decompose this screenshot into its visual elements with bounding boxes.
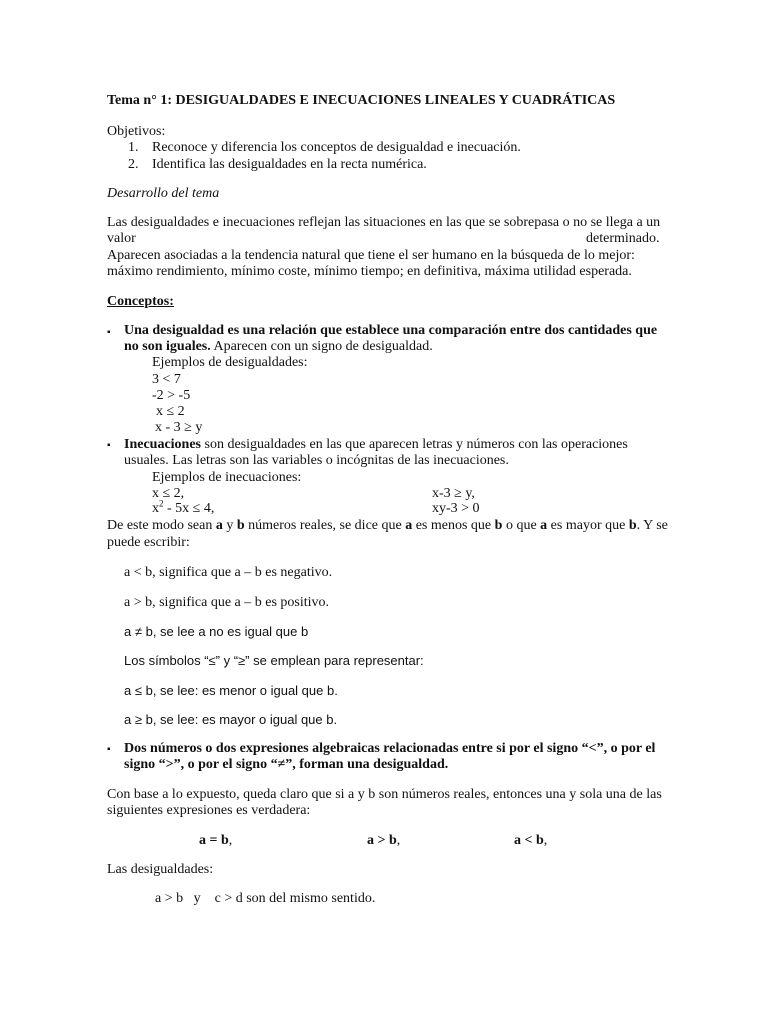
mode-var: b [628, 518, 637, 533]
example-item: -2 > -5 [152, 388, 191, 403]
conclusion-line: siguientes expresiones es verdadera: [107, 803, 311, 818]
example-item [152, 498, 215, 518]
relation-item [199, 833, 232, 850]
conclusion-line: Con base a lo expuesto, queda claro que si a y b son números reales, entonces una y sola una de las [107, 787, 662, 802]
mode-text: es menos que [412, 518, 495, 533]
intro-line: Aparecen asociadas a la tendencia natural que tiene el ser humano en la búsqueda de lo mejor: [107, 248, 635, 263]
example-rest: - 5x ≤ 4, [163, 501, 215, 516]
statement: a < b, significa que a – b es negativo. [124, 565, 333, 580]
mode-text: o que [502, 518, 541, 533]
mode-line: puede escribir: [107, 535, 190, 550]
examples-label: Ejemplos de inecuaciones: [152, 470, 302, 485]
example-item: x-3 ≥ y, [432, 486, 475, 501]
development-heading: Desarrollo del tema [107, 186, 220, 201]
example-exponent: 2 [159, 498, 164, 509]
relation-expr: a > b [367, 833, 397, 848]
bullet-icon: ▪ [107, 440, 111, 451]
concepts-heading: Conceptos: [107, 294, 174, 309]
examples-label: Ejemplos de desigualdades: [152, 355, 308, 370]
mode-text: De este modo sean [107, 518, 216, 533]
objective-text: Identifica las desigualdades en la recta numérica. [152, 157, 427, 172]
statement: a > b, significa que a – b es positivo. [124, 595, 330, 610]
definition-text: signo “>”, o por el signo “≠”, forman una desigualdad. [124, 757, 449, 772]
mode-text: . Y se [636, 518, 668, 533]
mode-text: y [222, 518, 237, 533]
intro-line-right: determinado. [586, 231, 660, 246]
inequation-term: Inecuaciones [124, 437, 201, 452]
mode-var: a [540, 518, 548, 533]
relation-item [367, 833, 400, 850]
example-item: x - 3 ≥ y [155, 420, 203, 435]
example-item: xy-3 > 0 [432, 501, 480, 516]
objective-text: Reconoce y diferencia los conceptos de desigualdad e inecuación. [152, 140, 521, 155]
example-variable: x [152, 501, 159, 516]
relation-item [514, 833, 547, 850]
relation-expr: a < b [514, 833, 544, 848]
relation-comma: , [396, 833, 401, 848]
objective-number: 1. [128, 140, 139, 155]
objectives-heading: Objetivos: [107, 124, 166, 139]
same-sense-statement: a > b y c > d son del mismo sentido. [155, 891, 376, 906]
definition-line [124, 339, 433, 356]
intro-line-left: valor [107, 231, 136, 246]
mode-line [107, 518, 668, 535]
relation-expr: a = b [199, 833, 229, 848]
intro-line: Las desigualdades e inecuaciones reflejan las situaciones en las que se sobrepasa o no se llega a un [107, 215, 661, 230]
relation-comma: , [543, 833, 548, 848]
mode-text: es mayor que [547, 518, 629, 533]
example-item: x ≤ 2 [156, 404, 185, 419]
definition-bold: no son iguales. [124, 339, 211, 354]
inequation-text: usuales. Las letras son las variables o incógnitas de las inecuaciones. [124, 453, 509, 468]
definition-rest: Aparecen con un signo de desigualdad. [210, 339, 433, 354]
objective-number: 2. [128, 157, 139, 172]
mode-var: a [405, 518, 413, 533]
intro-line: máximo rendimiento, mínimo coste, mínimo tiempo; en definitiva, máxima utilidad esperada. [107, 264, 632, 279]
example-item: x ≤ 2, [152, 486, 185, 501]
bullet-icon: ▪ [107, 744, 111, 755]
mode-var: b [236, 518, 245, 533]
mode-text: números reales, se dice que [244, 518, 406, 533]
bullet-icon: ▪ [107, 327, 111, 338]
relation-comma: , [228, 833, 233, 848]
inequation-line [124, 437, 628, 454]
statement: Los símbolos “≤” y “≥” se emplean para representar: [124, 653, 424, 668]
definition-text: Dos números o dos expresiones algebraicas relacionadas entre si por el signo “<”, o por el [124, 741, 656, 756]
mode-var: a [215, 518, 223, 533]
page-title: Tema n° 1: DESIGUALDADES E INECUACIONES LINEALES Y CUADRÁTICAS [107, 93, 616, 108]
inequalities-label: Las desigualdades: [107, 862, 214, 877]
statement: a ≤ b, se lee: es menor o igual que b. [124, 683, 338, 698]
statement: a ≠ b, se lee a no es igual que b [124, 624, 309, 639]
definition-text: Una desigualdad es una relación que establece una comparación entre dos cantidades que [124, 323, 658, 338]
statement: a ≥ b, se lee: es mayor o igual que b. [124, 712, 338, 727]
mode-var: b [494, 518, 503, 533]
example-item: 3 < 7 [152, 372, 181, 387]
inequation-text: son desigualdades en las que aparecen letras y números con las operaciones [201, 437, 628, 452]
